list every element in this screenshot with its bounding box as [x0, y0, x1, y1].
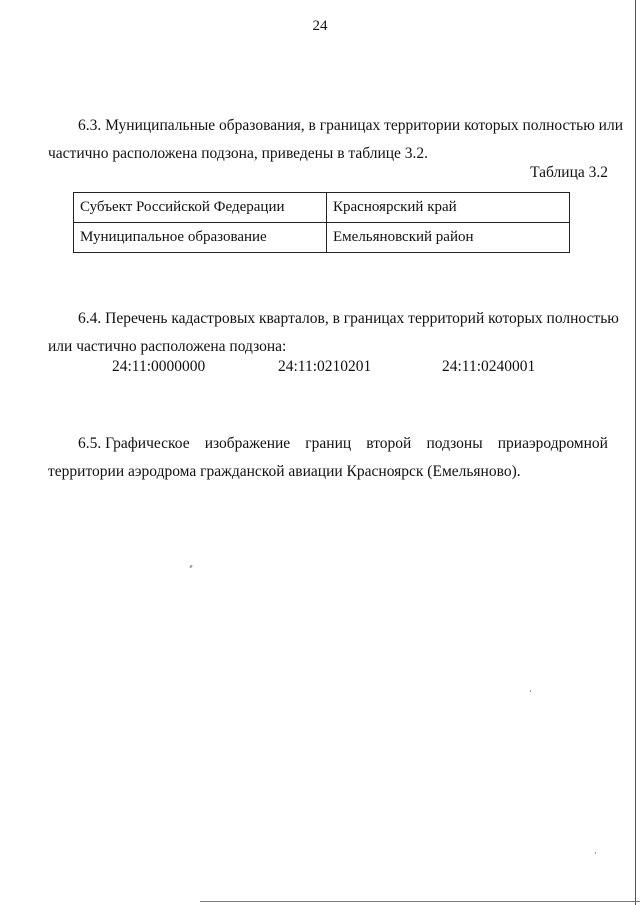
page-number: 24 — [312, 18, 328, 34]
paragraph-6-3-line-1: 6.3. Муниципальные образования, в границах территории которых полностью или — [78, 117, 623, 134]
paragraph-6-5-line-1 — [48, 430, 608, 458]
paragraph-6-5 — [48, 430, 608, 486]
paragraph-6-4-line-2: или частично расположена подзона: — [48, 338, 287, 355]
table-cell-value: Емельяновский район — [327, 223, 570, 253]
paragraph-word: изображение — [204, 435, 291, 452]
paragraph-word: подзоны — [426, 435, 483, 452]
paragraph-word: границ — [305, 435, 352, 452]
paragraph-word: 6.5. Графическое — [78, 435, 190, 452]
paragraph-6-4 — [48, 305, 619, 361]
table-row — [74, 193, 570, 223]
paragraph-6-4-line-1: 6.4. Перечень кадастровых кварталов, в границах территорий которых полностью — [78, 310, 619, 327]
cadastral-quarter: 24:11:0210201 — [278, 358, 372, 375]
scan-speck — [595, 852, 596, 854]
scan-speck — [189, 565, 192, 569]
cadastral-quarter: 24:11:0000000 — [112, 358, 206, 375]
table-cell-label: Субъект Российской Федерации — [74, 193, 327, 223]
paragraph-6-5-line-2: территории аэродрома гражданской авиации Красноярск (Емельяново). — [48, 463, 521, 480]
scan-speck — [530, 690, 531, 692]
table-row — [74, 223, 570, 253]
cadastral-quarter: 24:11:0240001 — [442, 358, 536, 375]
municipalities-table — [73, 192, 570, 253]
table-caption: Таблица 3.2 — [530, 164, 608, 181]
table-cell-label: Муниципальное образование — [74, 223, 327, 253]
paragraph-word: второй — [366, 435, 412, 452]
table-cell-value: Красноярский край — [327, 193, 570, 223]
paragraph-6-3-line-2: частично расположена подзона, приведены в таблице 3.2. — [48, 145, 429, 162]
page-edge-bottom — [200, 901, 640, 902]
paragraph-6-3 — [48, 112, 623, 168]
page-edge-right — [635, 0, 636, 905]
paragraph-word: приаэродромной — [497, 435, 608, 452]
